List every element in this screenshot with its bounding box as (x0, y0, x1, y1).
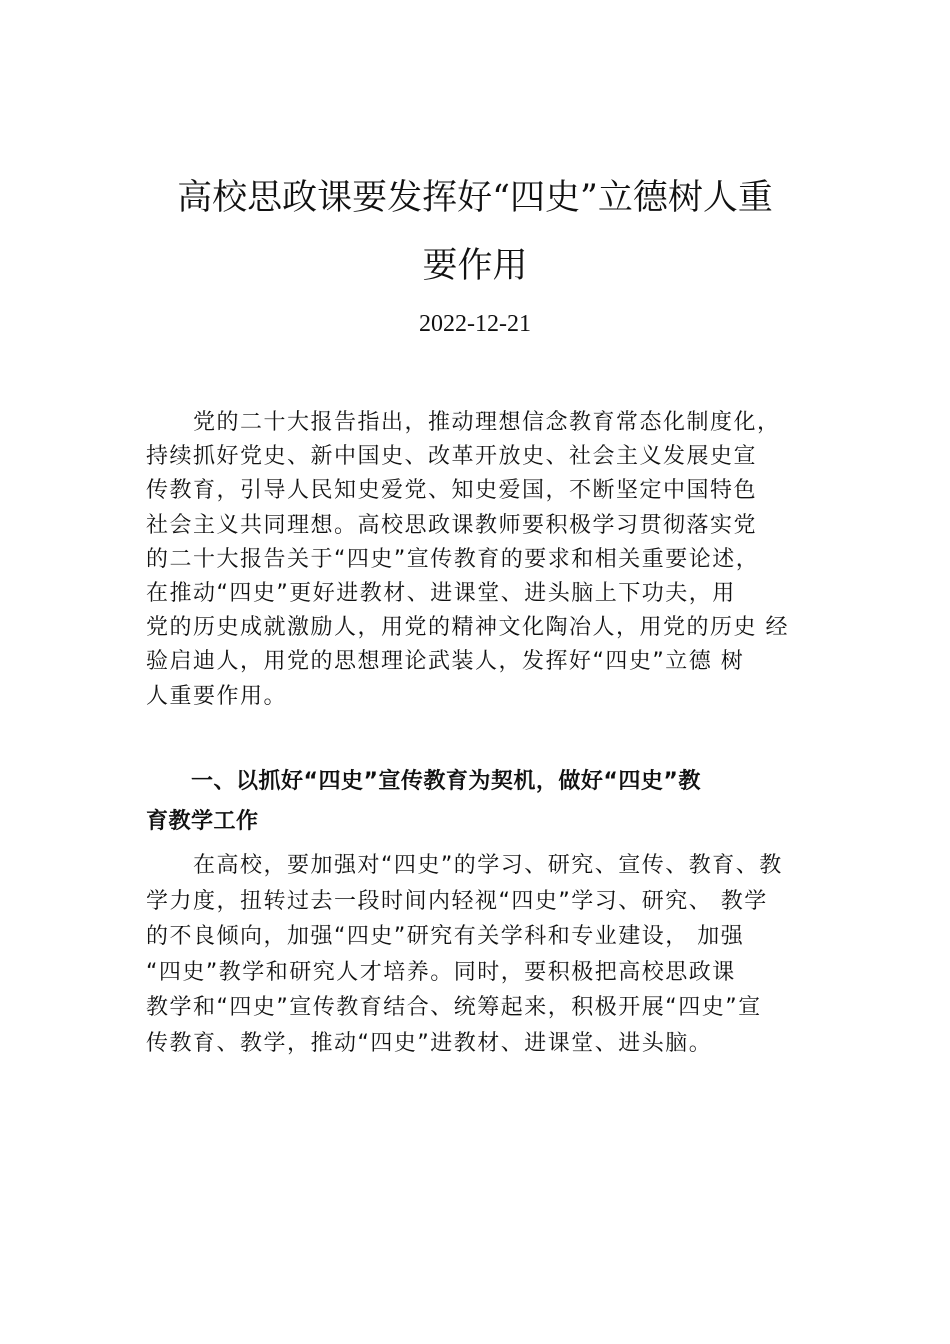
paragraph-line: 教学和“四史”宣传教育结合、统筹起来，积极开展“四史”宣 (146, 995, 762, 1020)
paragraph-line: 社会主义共同理想。高校思政课教师要积极学习贯彻落实党 (146, 512, 758, 538)
section-heading-1 (146, 762, 836, 842)
paragraph-line: 的不良倾向，加强“四史”研究有关学科和专业建设， 加强 (146, 924, 745, 949)
heading-line: 育教学工作 (146, 809, 259, 834)
heading-line: 一、以抓好“四史”宣传教育为契机，做好“四史”教 (146, 769, 701, 794)
paragraph-line: 党的二十大报告指出，推动理想信念教育常态化制度化， (146, 410, 781, 435)
publish-date: 2022-12-21 (419, 311, 531, 337)
paragraph-line: “四史”教学和研究人才培养。同时，要积极把高校思政课 (146, 959, 736, 985)
paragraph-line: 传教育、教学，推动“四史”进教材、进课堂、进头脑。 (146, 1030, 713, 1056)
document-title-line-1: 高校思政课要发挥好“四史”立德树人重 (177, 178, 773, 218)
paragraph-line: 党的历史成就激励人，用党的精神文化陶冶人，用党的历史 经 (146, 615, 789, 641)
paragraph-line: 验启迪人，用党的思想理论武装人，发挥好“四史”立德 树 (146, 649, 745, 675)
paragraph-line: 持续抓好党史、新中国史、改革开放史、社会主义发展史宣 (146, 444, 758, 470)
paragraph-section-1 (146, 848, 836, 1061)
paragraph-line: 在高校，要加强对“四史”的学习、研究、宣传、教育、教 (146, 853, 783, 878)
paragraph-line: 传教育，引导人民知史爱党、知史爱国，不断坚定中国特色 (146, 478, 758, 504)
paragraph-line: 在推动“四史”更好进教材、进课堂、进头脑上下功夫，用 (146, 580, 736, 606)
document-title-line-2: 要作用 (422, 246, 528, 286)
paragraph-line: 的二十大报告关于“四史”宣传教育的要求和相关重要论述， (146, 546, 760, 572)
paragraph-intro (146, 406, 836, 714)
paragraph-line: 人重要作用。 (146, 683, 288, 709)
paragraph-line: 学力度，扭转过去一段时间内轻视“四史”学习、研究、 教学 (146, 888, 768, 914)
